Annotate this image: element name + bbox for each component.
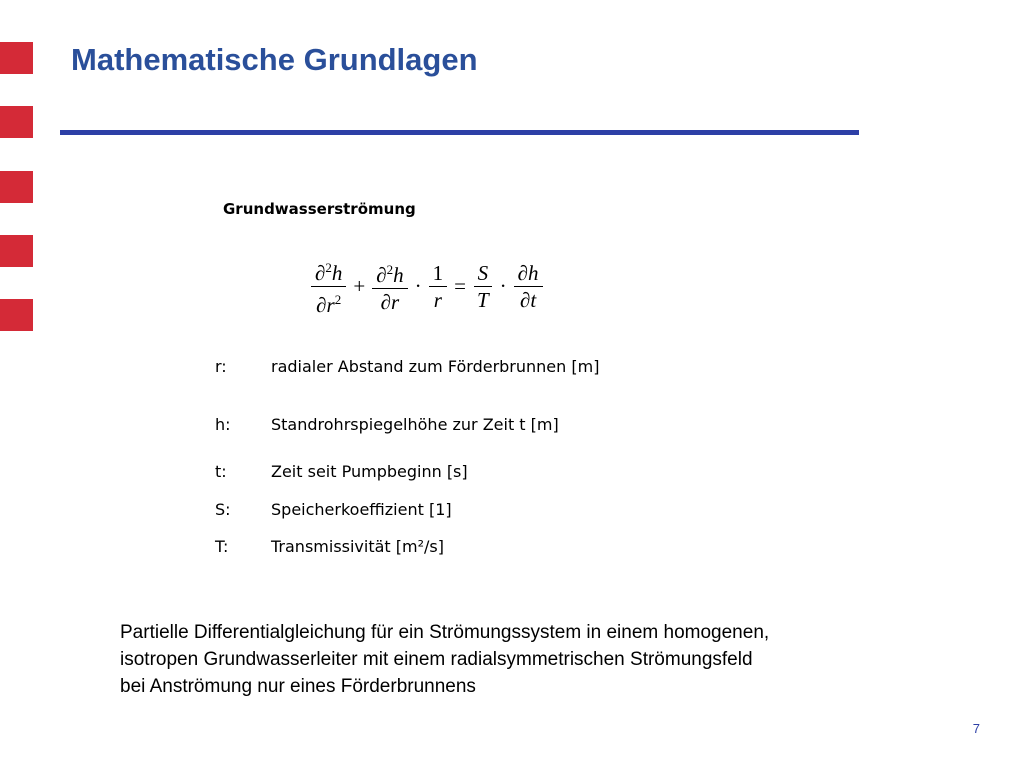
fraction-numerator: ∂h xyxy=(514,260,543,287)
fraction-denominator: T xyxy=(476,287,489,312)
variable-symbol: S: xyxy=(215,500,231,519)
accent-bar-3 xyxy=(0,171,33,203)
variable-description: Zeit seit Pumpbeginn [s] xyxy=(271,462,468,481)
variable-symbol: r: xyxy=(215,357,227,376)
fraction-time-derivative xyxy=(514,260,543,313)
fraction-numerator: ∂$^2$h xyxy=(372,257,407,289)
variable-description: Transmissivität [m²/s] xyxy=(271,537,444,556)
variable-symbol: h: xyxy=(215,415,231,434)
fraction-numerator: ∂$^2$h xyxy=(311,255,346,287)
variable-symbol: t: xyxy=(215,462,227,481)
title-underline xyxy=(60,130,859,135)
equation-description xyxy=(120,619,920,700)
plus-operator: + xyxy=(353,273,366,298)
accent-bar-5 xyxy=(0,299,33,331)
fraction-denominator: $\partial r^2$ xyxy=(316,291,342,317)
fraction-s-over-t xyxy=(473,260,493,313)
variable-description: Standrohrspiegelhöhe zur Zeit t [m] xyxy=(271,415,559,434)
fraction-denominator: ∂r xyxy=(380,290,400,314)
fraction-second-derivative-r xyxy=(311,255,346,318)
fraction-numerator: 1 xyxy=(429,260,448,287)
page-number: 7 xyxy=(972,721,980,736)
accent-bar-1 xyxy=(0,42,33,74)
accent-bar-2 xyxy=(0,106,33,138)
fraction-denominator: r xyxy=(433,287,442,312)
variable-description: Speicherkoeffizient [1] xyxy=(271,500,452,519)
fraction-numerator: S xyxy=(474,260,493,287)
description-line-3: bei Anströmung nur eines Förderbrunnens xyxy=(120,676,476,697)
description-line-2: isotropen Grundwasserleiter mit einem radialsymmetrischen Strömungsfeld xyxy=(120,649,753,670)
equals-operator: = xyxy=(454,273,466,298)
description-line-1: Partielle Differentialgleichung für ein Strömungssystem in einem homogenen, xyxy=(120,622,770,643)
variable-description: radialer Abstand zum Förderbrunnen [m] xyxy=(271,357,600,376)
multiply-operator: · xyxy=(499,273,507,298)
fraction-denominator: ∂t xyxy=(519,287,537,312)
slide-title: Mathematische Grundlagen xyxy=(71,42,478,77)
multiply-operator: · xyxy=(414,273,422,298)
section-heading: Grundwasserströmung xyxy=(223,200,416,218)
fraction-one-over-r xyxy=(429,260,448,313)
fraction-first-derivative-r xyxy=(372,257,407,315)
groundwater-flow-equation xyxy=(308,254,546,318)
variable-symbol: T: xyxy=(215,537,229,556)
accent-bar-4 xyxy=(0,235,33,267)
